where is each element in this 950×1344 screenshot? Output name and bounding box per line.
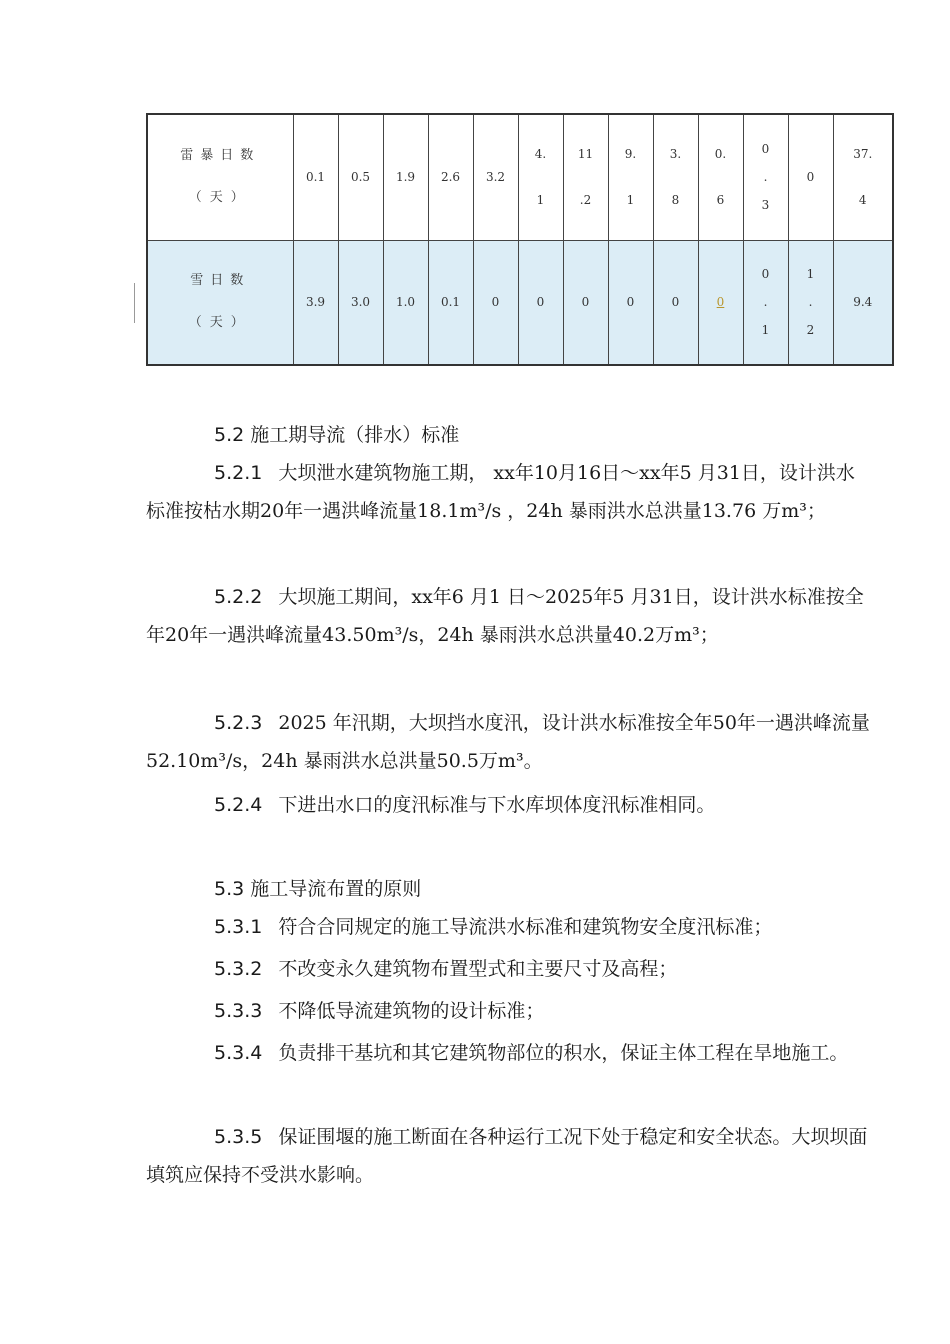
table-cell: 0.1 — [293, 114, 338, 240]
section-heading-5-3: 5.3 施工导流布置的原则 — [214, 878, 422, 900]
table-cell: 2.6 — [428, 114, 473, 240]
paragraph-5-2-4: 5.2.4 下进出水口的度汛标准与下水库坝体度汛标准相同。 — [214, 794, 716, 816]
table-row — [147, 240, 893, 365]
table-cell: 0 — [653, 240, 698, 365]
table-cell: 0 . 1 — [743, 240, 788, 365]
table-cell: 3.2 — [473, 114, 518, 240]
row-label-snow: 雪日数 （天） — [147, 240, 293, 365]
table-cell: 0.1 — [428, 240, 473, 365]
table-cell-total: 9.4 — [833, 240, 893, 365]
table-cell: 4. 1 — [518, 114, 563, 240]
table-cell: 1.9 — [383, 114, 428, 240]
climate-table — [146, 113, 894, 366]
paragraph-5-3-4: 5.3.4 负责排干基坑和其它建筑物部位的积水，保证主体工程在旱地施工。 — [214, 1042, 849, 1064]
table-cell: 0 . 3 — [743, 114, 788, 240]
table-cell: 0 — [608, 240, 653, 365]
paragraph-5-2-3: 5.2.3 2025 年汛期，大坝挡水度汛，设计洪水标准按全年50年一遇洪峰流量52.10m³/s，24h 暴雨洪水总洪量50.5万m³。 — [146, 712, 870, 772]
zero-link[interactable]: 0 — [716, 295, 725, 310]
table-cell: 0.5 — [338, 114, 383, 240]
table-cell: 0. 6 — [698, 114, 743, 240]
table-cell: 9. 1 — [608, 114, 653, 240]
paragraph-5-3-1: 5.3.1 符合合同规定的施工导流洪水标准和建筑物安全度汛标准； — [214, 916, 773, 938]
table-cell: 0 — [518, 240, 563, 365]
table-cell: 0 — [473, 240, 518, 365]
table-cell: 3. 8 — [653, 114, 698, 240]
table-cell: 1.0 — [383, 240, 428, 365]
paragraph-5-3-2: 5.3.2 不改变永久建筑物布置型式和主要尺寸及高程； — [214, 958, 678, 980]
paragraph-5-3-3: 5.3.3 不降低导流建筑物的设计标准； — [214, 1000, 545, 1022]
table-cell: 3.9 — [293, 240, 338, 365]
table-cell: 1 . 2 — [788, 240, 833, 365]
table-cell: 3.0 — [338, 240, 383, 365]
table-cell-total: 37. 4 — [833, 114, 893, 240]
margin-mark — [134, 283, 135, 323]
table-cell-link[interactable] — [698, 240, 743, 365]
row-label-thunder: 雷暴日数 （天） — [147, 114, 293, 240]
section-heading-5-2: 5.2 施工期导流（排水）标准 — [214, 424, 460, 446]
table-row — [147, 114, 893, 240]
paragraph-5-3-5: 5.3.5 保证围堰的施工断面在各种运行工况下处于稳定和安全状态。大坝坝面填筑应保持不受洪水影响。 — [146, 1126, 868, 1186]
paragraph-5-2-1: 5.2.1 大坝泄水建筑物施工期， xx年10月16日～xx年5 月31日，设计洪水标准按枯水期20年一遇洪峰流量18.1m³/s ，24h 暴雨洪水总洪量13.76 万m³； — [146, 462, 855, 522]
table-cell: 0 — [563, 240, 608, 365]
table-cell: 11 .2 — [563, 114, 608, 240]
table-cell: 0 — [788, 114, 833, 240]
paragraph-5-2-2: 5.2.2 大坝施工期间，xx年6 月1 日～2025年5 月31日，设计洪水标准按全年20年一遇洪峰流量43.50m³/s，24h 暴雨洪水总洪量40.2万m³； — [146, 586, 864, 646]
